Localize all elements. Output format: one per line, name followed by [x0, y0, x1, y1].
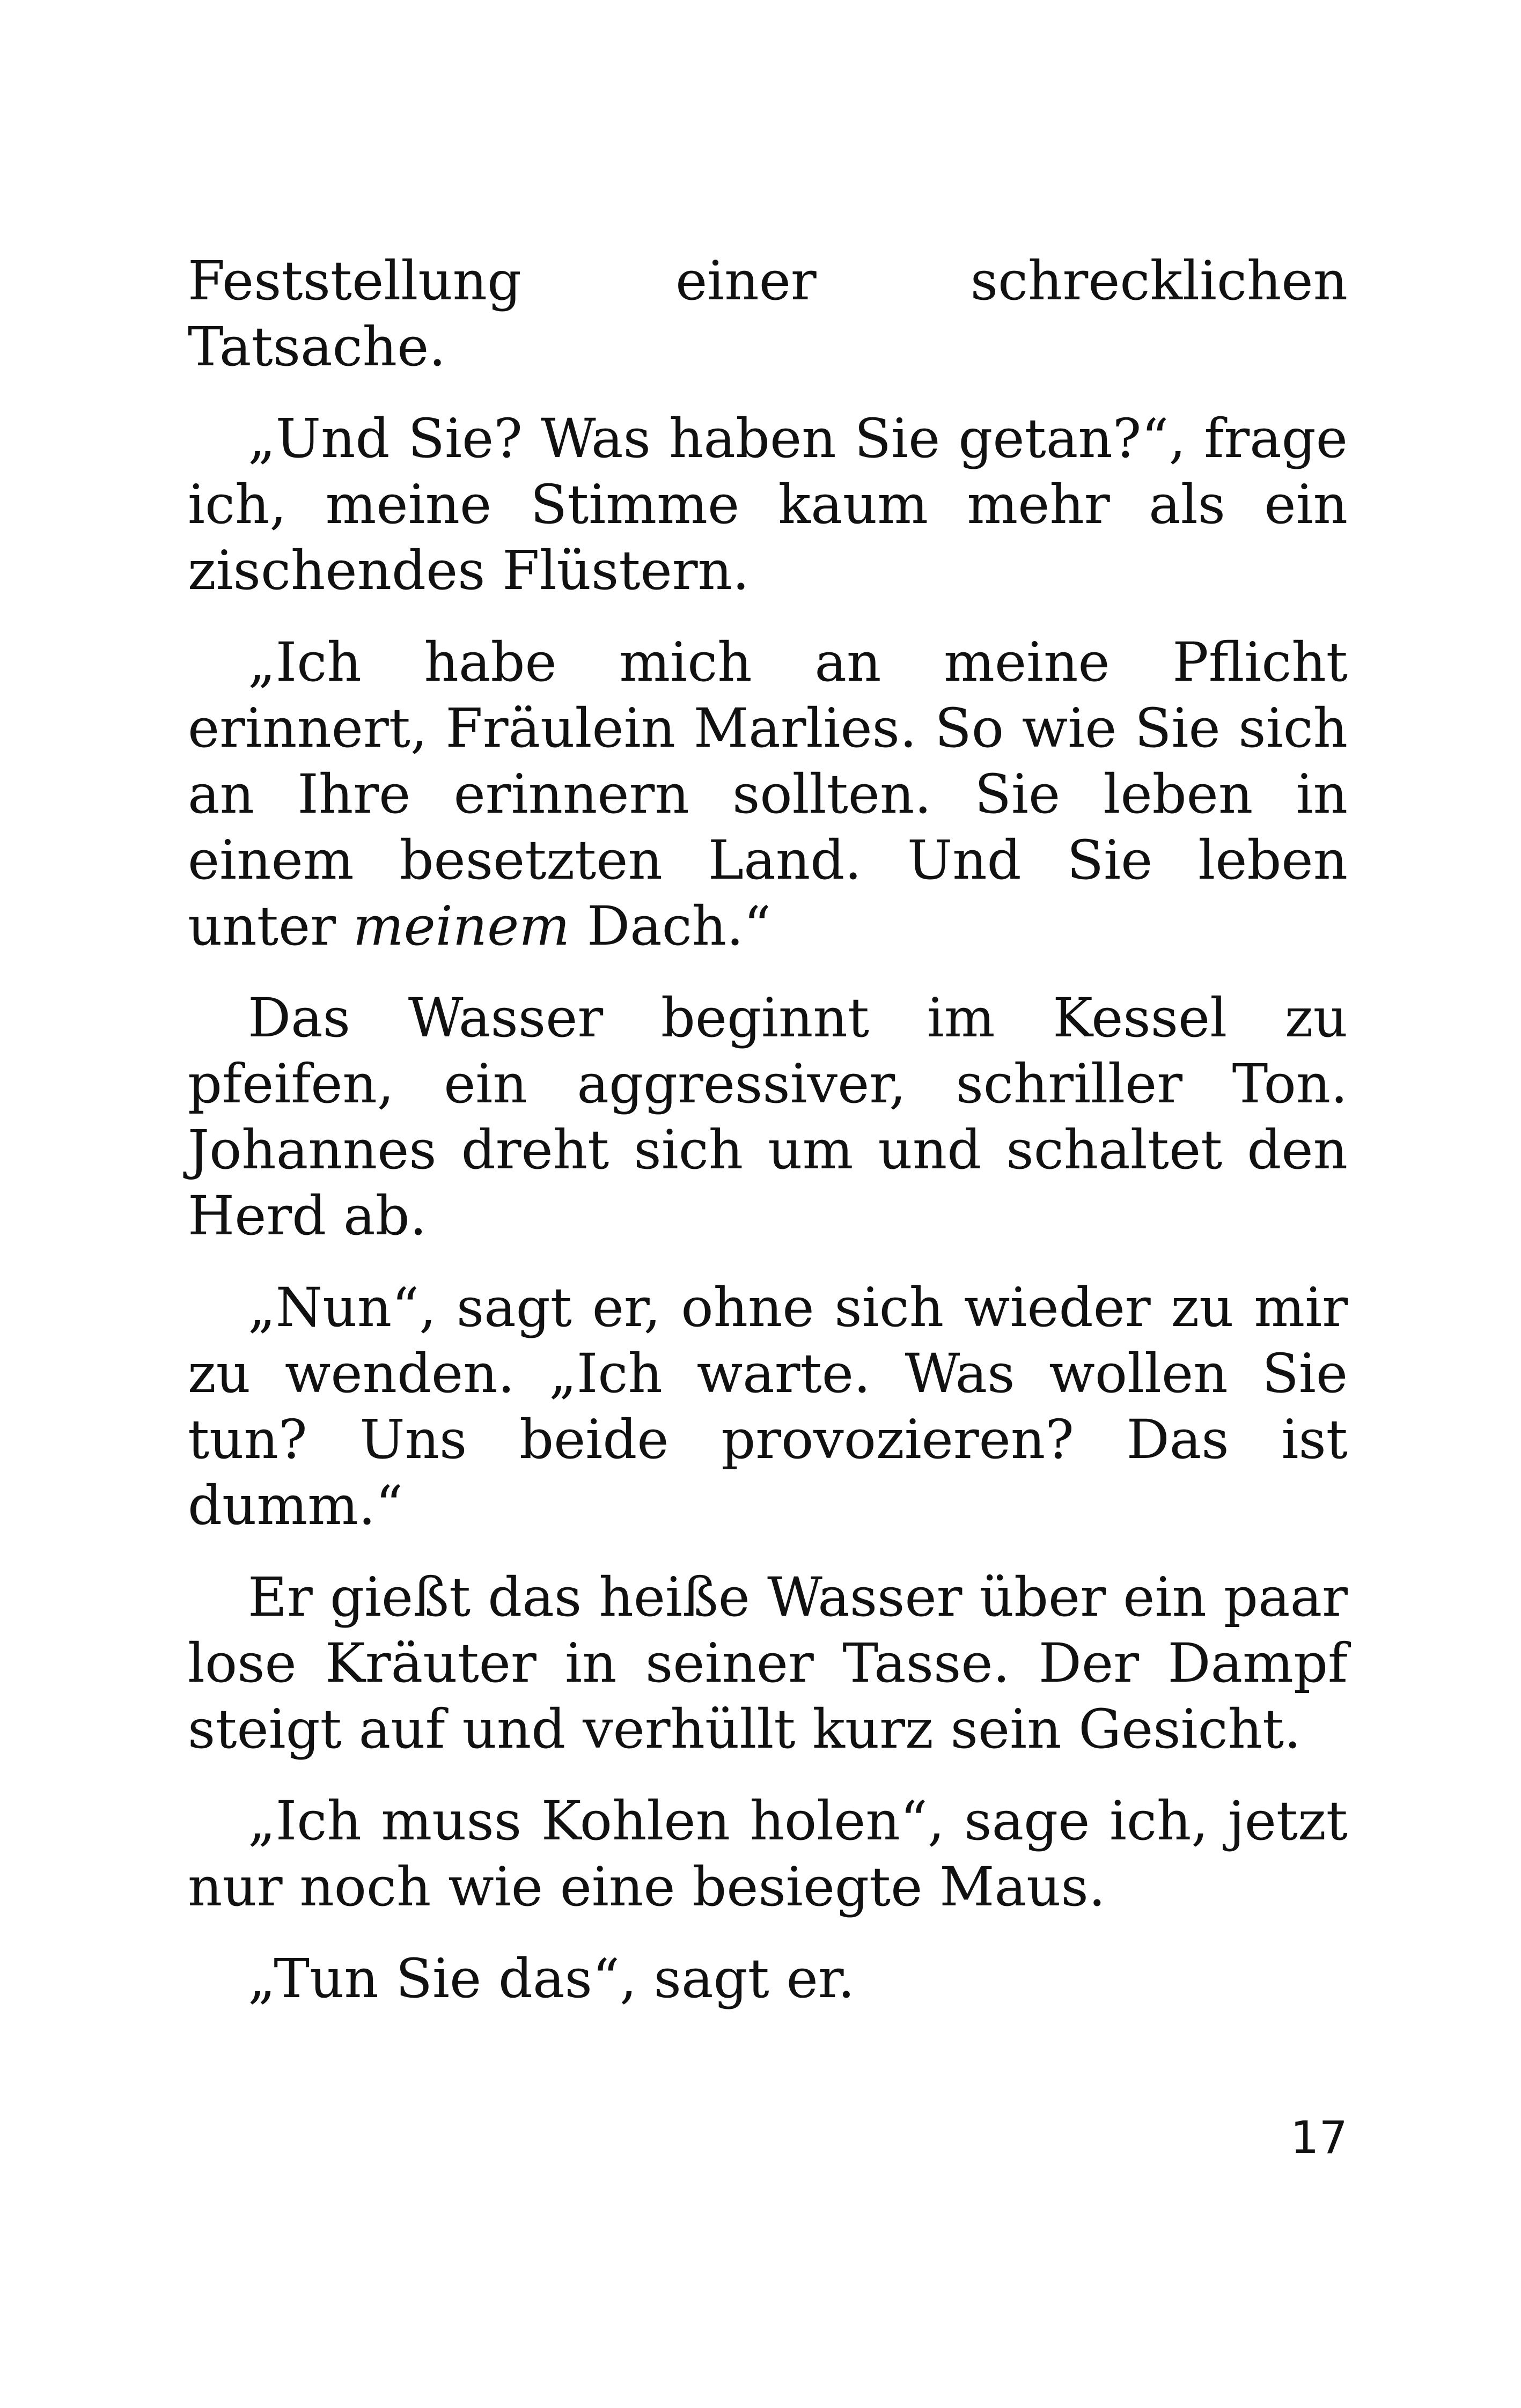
paragraph: „Tun Sie das“, sagt er. — [248, 1947, 855, 2010]
paragraph — [188, 629, 1348, 959]
paragraph: „Und Sie? Was haben Sie getan?“, frage ich, meine Stimme kaum mehr als ein zischendes Flüstern. — [188, 407, 1348, 602]
paragraph-text: „Ich habe mich an meine Pflicht erinnert, Fräulein Marlies. So wie Sie sich an Ihre erinnern sollten. Sie leben in einem besetzten Land. Und Sie leben unter — [188, 631, 1348, 958]
body-text — [188, 248, 1348, 2037]
paragraph: „Ich muss Kohlen holen“, sage ich, jetzt nur noch wie eine besiegte Maus. — [188, 1790, 1348, 1918]
paragraph: Er gießt das heiße Wasser über ein paar lose Kräuter in seiner Tasse. Der Dampf steigt auf und verhüllt kurz sein Gesicht. — [188, 1566, 1348, 1761]
paragraph-text: Dach.“ — [570, 895, 771, 958]
paragraph: Feststellung einer schrecklichen Tatsache. — [188, 249, 1348, 378]
paragraph: Das Wasser beginnt im Kessel zu pfeifen, ein aggressiver, schriller Ton. Johannes dreht sich um und schaltet den Herd ab. — [188, 986, 1348, 1247]
page-number: 17 — [1290, 2111, 1348, 2164]
paragraph: „Nun“, sagt er, ohne sich wieder zu mir zu wenden. „Ich warte. Was wollen Sie tun? Uns beide provozieren? Das ist dumm.“ — [188, 1276, 1348, 1537]
emphasized-word: meinem — [352, 895, 570, 958]
